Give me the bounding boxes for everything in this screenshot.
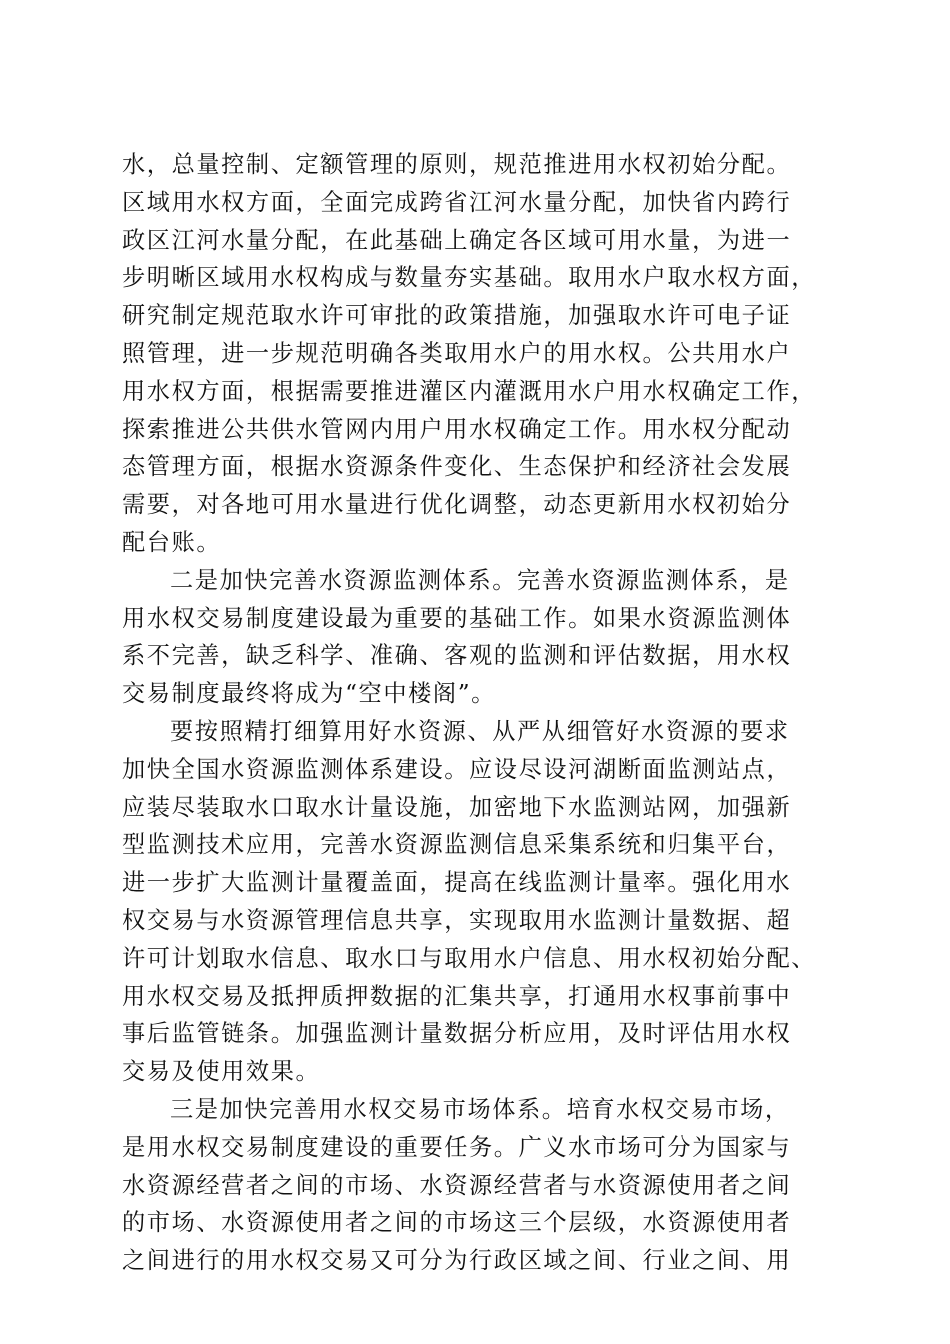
text-line: 水，总量控制、定额管理的原则，规范推进用水权初始分配。 bbox=[122, 151, 792, 178]
body-text bbox=[122, 146, 842, 1280]
text-line: 交易及使用效果。 bbox=[122, 1058, 321, 1086]
text-line: 步明晰区域用水权构成与数量夯实基础。取用水户取水权方面， bbox=[122, 264, 817, 292]
text-line: 用水权交易及抵押质押数据的汇集共享，打通用水权事前事中 bbox=[122, 982, 792, 1010]
text-line: 权交易与水资源管理信息共享，实现取用水监测计量数据、超 bbox=[122, 906, 792, 934]
text-line: 型监测技术应用，完善水资源监测信息采集系统和归集平台， bbox=[122, 831, 792, 859]
text-line: 态管理方面，根据水资源条件变化、生态保护和经济社会发展 bbox=[122, 453, 792, 481]
text-line: 交易制度最终将成为“空中楼阁”。 bbox=[122, 680, 496, 708]
text-line: 水资源经营者之间的市场、水资源经营者与水资源使用者之间 bbox=[122, 1171, 792, 1199]
text-line: 应装尽装取水口取水计量设施，加密地下水监测站网，加强新 bbox=[122, 793, 792, 821]
text-line: 需要，对各地可用水量进行优化调整，动态更新用水权初始分 bbox=[122, 491, 792, 519]
text-line: 加快全国水资源监测体系建设。应设尽设河湖断面监测站点， bbox=[122, 755, 792, 783]
text-line: 系不完善，缺乏科学、准确、客观的监测和评估数据，用水权 bbox=[122, 642, 792, 670]
text-line: 的市场、水资源使用者之间的市场这三个层级，水资源使用者 bbox=[122, 1209, 792, 1237]
text-line: 用水权交易制度建设最为重要的基础工作。如果水资源监测体 bbox=[122, 604, 792, 632]
paragraph-start-line: 三是加快完善用水权交易市场体系。培育水权交易市场， bbox=[170, 1095, 790, 1123]
text-line: 探索推进公共供水管网内用户用水权确定工作。用水权分配动 bbox=[122, 415, 792, 443]
text-line: 是用水权交易制度建设的重要任务。广义水市场可分为国家与 bbox=[122, 1133, 792, 1161]
text-line: 许可计划取水信息、取水口与取用水户信息、用水权初始分配、 bbox=[122, 944, 817, 972]
text-line: 配台账。 bbox=[122, 528, 222, 556]
text-line: 进一步扩大监测计量覆盖面，提高在线监测计量率。强化用水 bbox=[122, 869, 792, 897]
paragraph-start-line: 要按照精打细算用好水资源、从严从细管好水资源的要求 bbox=[170, 717, 790, 745]
text-line: 事后监管链条。加强监测计量数据分析应用，及时评估用水权 bbox=[122, 1020, 792, 1048]
text-line: 政区江河水量分配，在此基础上确定各区域可用水量，为进一 bbox=[122, 226, 792, 254]
text-line: 之间进行的用水权交易又可分为行政区域之间、行业之间、用 bbox=[122, 1247, 792, 1275]
text-line: 照管理，进一步规范明确各类取用水户的用水权。公共用水户 bbox=[122, 339, 792, 367]
paragraph-start-line: 二是加快完善水资源监测体系。完善水资源监测体系，是 bbox=[170, 566, 790, 594]
text-line: 区域用水权方面，全面完成跨省江河水量分配，加快省内跨行 bbox=[122, 188, 792, 216]
text-line: 研究制定规范取水许可审批的政策措施，加强取水许可电子证 bbox=[122, 302, 792, 330]
text-line: 用水权方面，根据需要推进灌区内灌溉用水户用水权确定工作， bbox=[122, 377, 817, 405]
